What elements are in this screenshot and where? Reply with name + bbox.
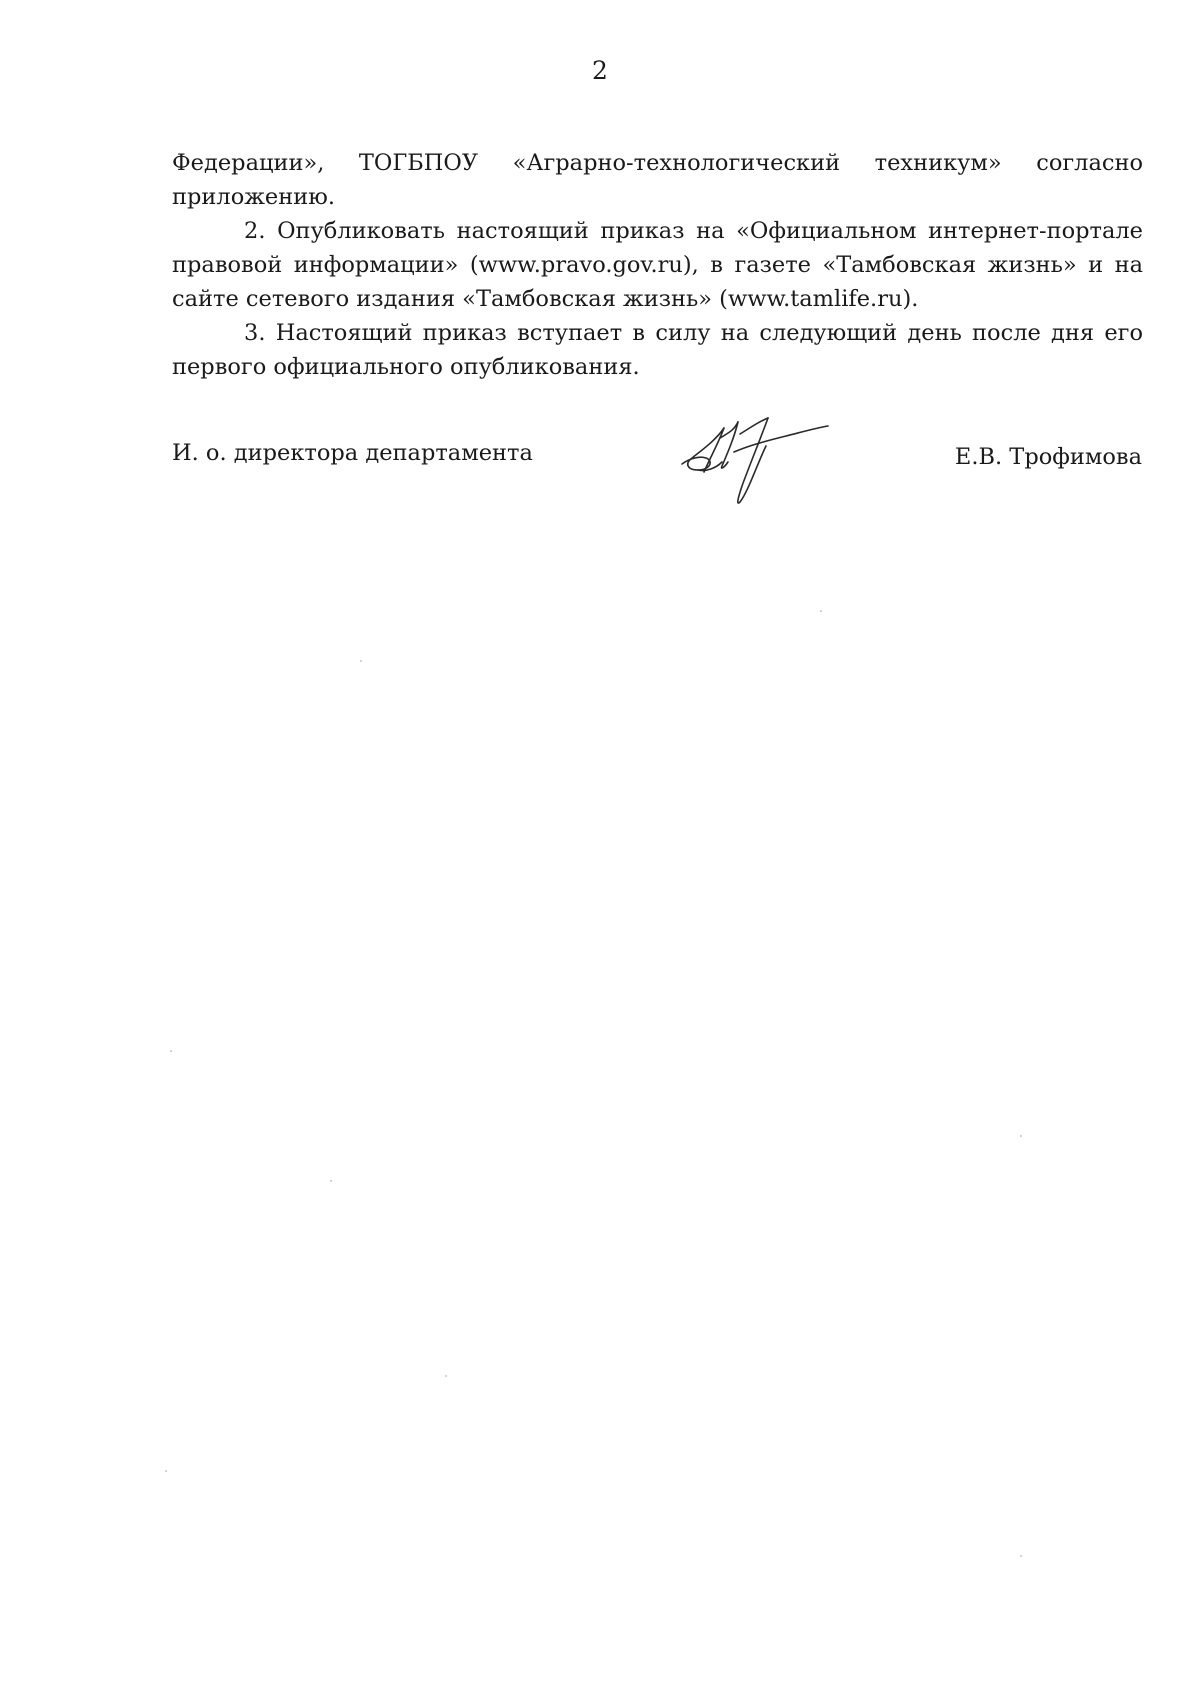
scan-speck — [360, 660, 362, 662]
signatory-position: И. о. директора департамента — [172, 440, 533, 466]
scan-speck — [1020, 1135, 1022, 1137]
handwritten-signature — [676, 406, 836, 512]
page-number: 2 — [592, 56, 608, 85]
signatory-name: Е.В. Трофимова — [954, 444, 1142, 470]
document-body — [172, 146, 1143, 384]
scan-speck — [165, 1470, 167, 1472]
paragraph-2: 2. Опубликовать настоящий приказ на «Официальном интернет-портале правовой информации» (www.pravo.gov.ru), в газете «Тамбовская жизнь» и на сайте сетевого издания «Тамбовская жизнь» (www.tamlife.ru). — [172, 218, 1143, 312]
scan-speck — [1020, 1555, 1022, 1557]
paragraph-1: Федерации», ТОГБПОУ «Аграрно-технологический техникум» согласно приложению. — [172, 150, 1143, 210]
signature-block — [0, 418, 1200, 518]
scan-speck — [445, 1375, 447, 1377]
paragraph-3: 3. Настоящий приказ вступает в силу на следующий день после дня его первого официального опубликования. — [172, 320, 1143, 380]
scan-speck — [820, 610, 822, 612]
scan-speck — [330, 1180, 332, 1182]
scan-speck — [170, 1050, 172, 1052]
